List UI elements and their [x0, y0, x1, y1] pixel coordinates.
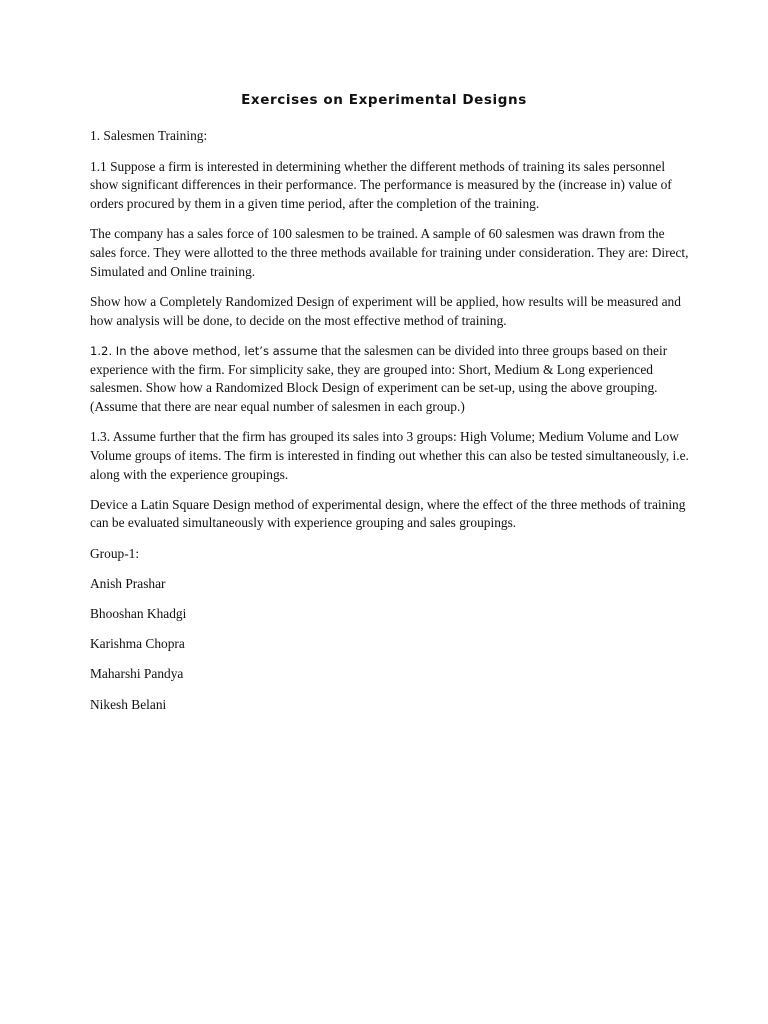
- paragraph-1-2-lead: 1.2. In the above method, let’s assume: [90, 343, 318, 358]
- document-body: [90, 127, 690, 726]
- paragraph-1-2-rest: that the salesmen can be divided into three groups based on their experience with the firm. For simplicity sake, they are grouped into: Short, Medium & Long experienced salesmen. Show how a Randomized Block Design of experiment can be set-up, using the above grouping. (Assume that there are near equal number of salesmen in each group.): [90, 342, 668, 414]
- paragraph-crd: Show how a Completely Randomized Design of experiment will be applied, how results will be measured and how analysis will be done, to decide on the most effective method of training.: [90, 293, 681, 328]
- paragraph-1-3: 1.3. Assume further that the firm has grouped its sales into 3 groups: High Volume; Medium Volume and Low Volume groups of items. The firm is interested in finding out whether this can also be tested simultaneously, i.e. along with the experience groupings.: [90, 429, 689, 482]
- member-name: Karishma Chopra: [90, 636, 185, 652]
- member-name: Maharshi Pandya: [90, 666, 184, 682]
- document-title: Exercises on Experimental Designs: [241, 92, 527, 108]
- member-list: [90, 575, 690, 715]
- section-heading: 1. Salesmen Training:: [90, 128, 208, 143]
- paragraph-1-2: [90, 342, 690, 417]
- paragraph-company: The company has a sales force of 100 salesmen to be trained. A sample of 60 salesmen was drawn from the sales force. They were allotted to the three methods available for training under consideration. They are: Direct, Simulated and Online training.: [90, 226, 689, 279]
- paragraph-latin-square: Device a Latin Square Design method of experimental design, where the effect of the three methods of training can be evaluated simultaneously with experience grouping and sales groupings.: [90, 496, 686, 531]
- group-label: Group-1:: [90, 545, 140, 561]
- paragraph-1-1: 1.1 Suppose a firm is interested in determining whether the different methods of training its sales personnel show significant differences in their performance. The performance is measured by the (increase in) value of orders procured by them in a given time period, after the completion of the training.: [90, 158, 672, 212]
- member-name: Anish Prashar: [90, 575, 166, 591]
- member-name: Bhooshan Khadgi: [90, 606, 187, 622]
- member-name: Nikesh Belani: [90, 696, 167, 712]
